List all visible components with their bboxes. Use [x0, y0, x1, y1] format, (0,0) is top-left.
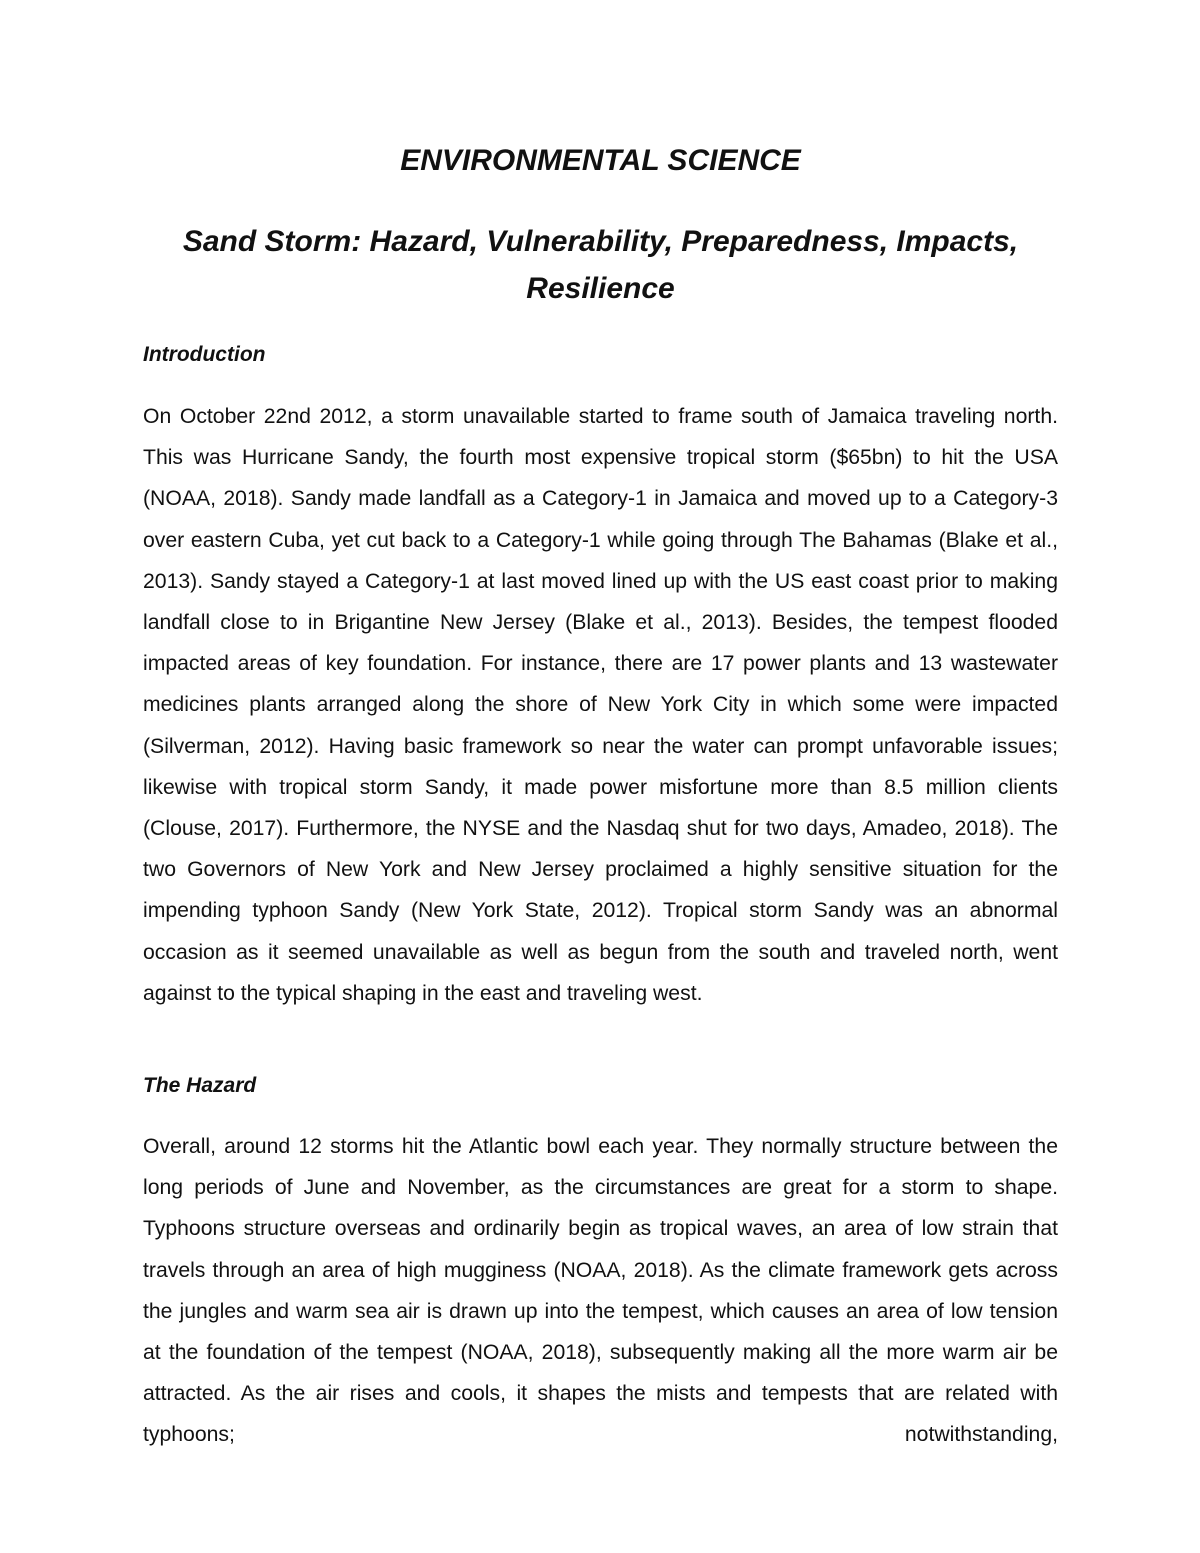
section-heading-the-hazard: The Hazard — [143, 1074, 257, 1097]
course-title: ENVIRONMENTAL SCIENCE — [400, 144, 801, 177]
paper-title-line-1: Sand Storm: Hazard, Vulnerability, Preparedness, Impacts, — [182, 225, 1019, 258]
hazard-paragraph: Overall, around 12 storms hit the Atlantic bowl each year. They normally structure between the long periods of June and November, as the circumstances are great for a storm to shape. Typhoons structure overseas and ordinarily begin as tropical waves, an area of low strain that travels through an area of high mugginess (NOAA, 2018). As the climate framework gets across the jungles and warm sea air is drawn up into the tempest, which causes an area of low tension at the foundation of the tempest (NOAA, 2018), subsequently making all the more warm air be attracted. As the air rises and cools, it shapes the mists and tempests that are related with typhoons; notwithstanding, — [143, 1135, 1058, 1447]
paper-title-line-2: Resilience — [526, 272, 675, 305]
paper-title — [143, 218, 1058, 312]
introduction-paragraph: On October 22nd 2012, a storm unavailable started to frame south of Jamaica traveling north. This was Hurricane Sandy, the fourth most expensive tropical storm ($65bn) to hit the USA (NOAA, 2018). Sandy made landfall as a Category-1 in Jamaica and moved up to a Category-3 over eastern Cuba, yet cut back to a Category-1 while going through The Bahamas (Blake et al., 2013). Sandy stayed a Category-1 at last moved lined up with the US east coast prior to making landfall close to in Brigantine New Jersey (Blake et al., 2013). Besides, the tempest flooded impacted areas of key foundation. For instance, there are 17 power plants and 13 wastewater medicines plants arranged along the shore of New York City in which some were impacted (Silverman, 2012). Having basic framework so near the water can prompt unfavorable issues; likewise with tropical storm Sandy, it made power misfortune more than 8.5 million clients (Clouse, 2017). Furthermore, the NYSE and the Nasdaq shut for two days, Amadeo, 2018). The two Governors of New York and New Jersey proclaimed a highly sensitive situation for the impending typhoon Sandy (New York State, 2012). Tropical storm Sandy was an abnormal occasion as it seemed unavailable as well as begun from the south and traveled north, went against to the typical shaping in the east and traveling west. — [143, 405, 1058, 1005]
section-heading-introduction: Introduction — [143, 343, 266, 366]
